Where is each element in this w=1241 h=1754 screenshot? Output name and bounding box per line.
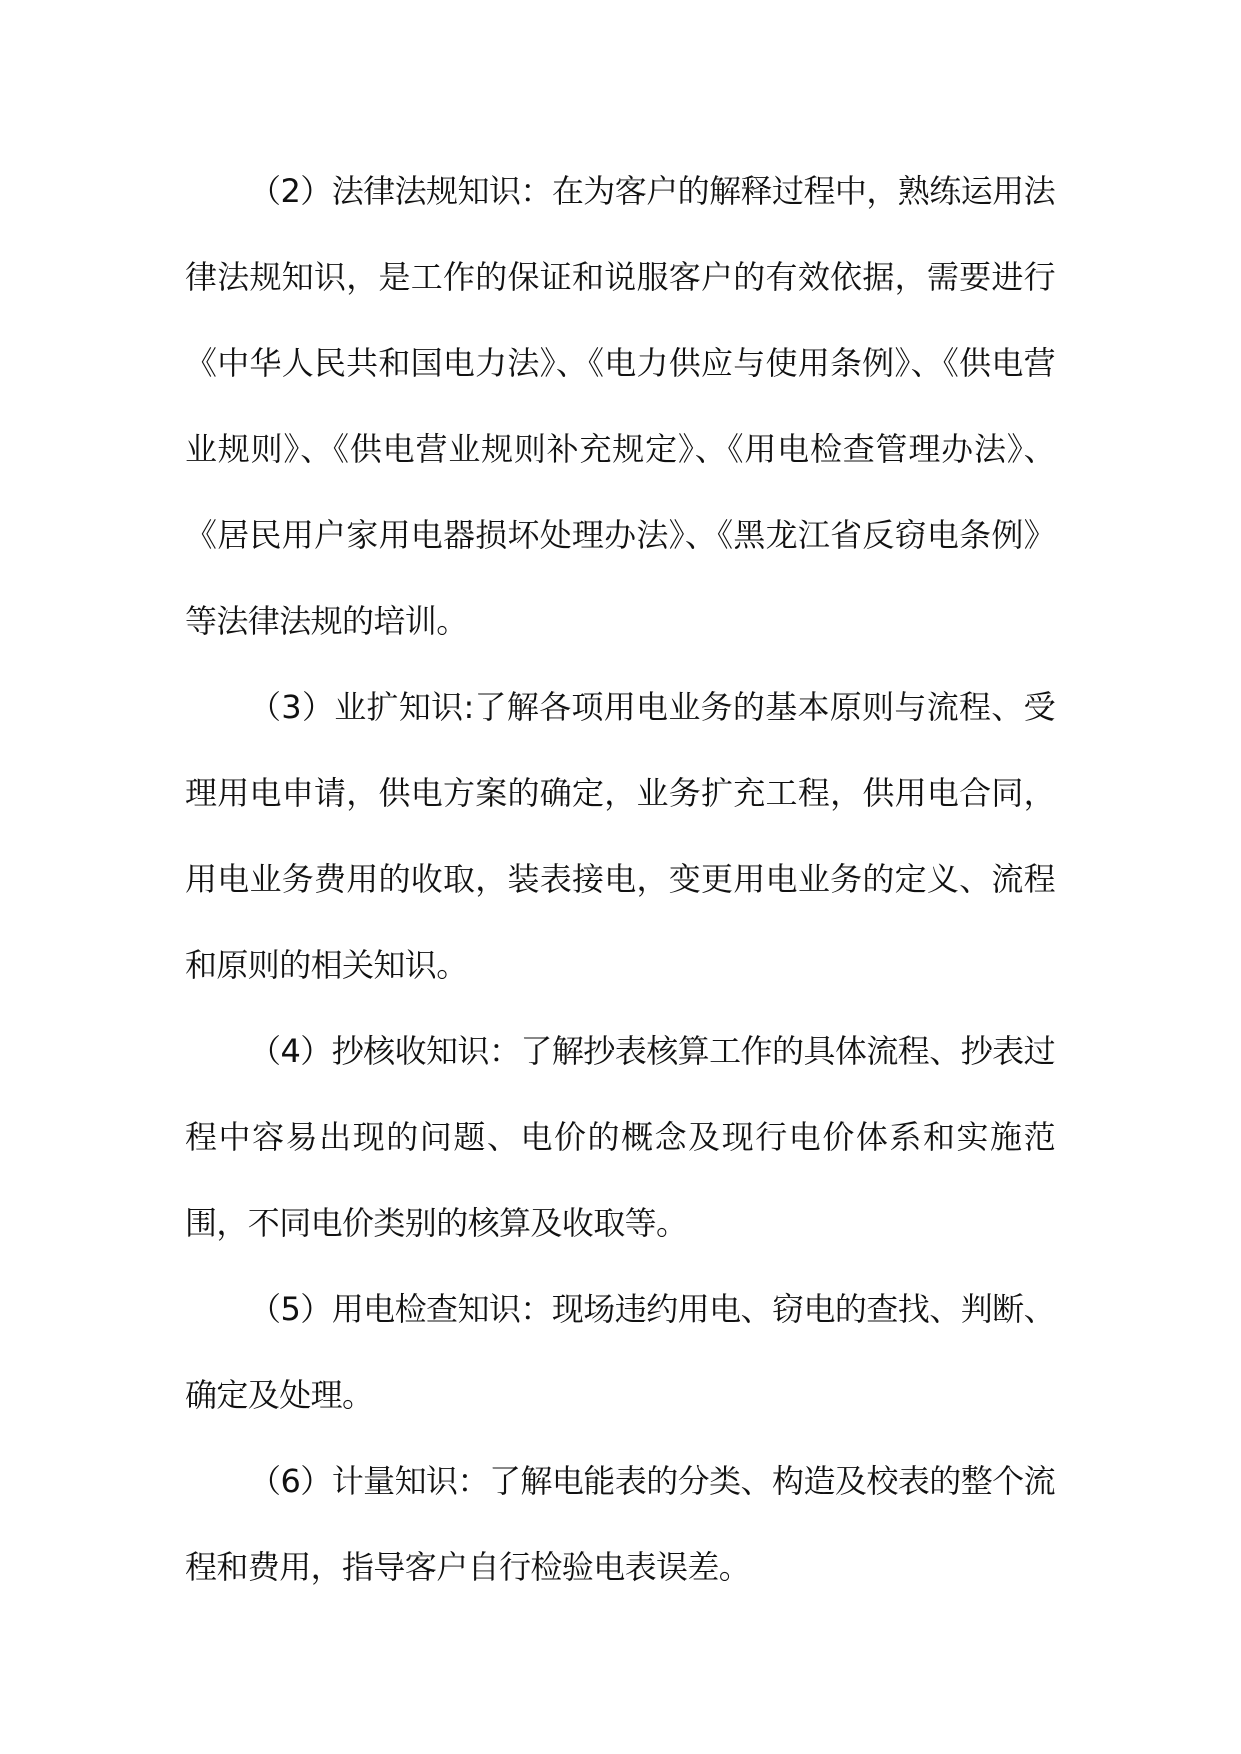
paragraph-meter-reading-billing: （4）抄核收知识：了解抄表核算工作的具体流程、抄表过程中容易出现的问题、电价的概念及现行电价体系和实施范围，不同电价类别的核算及收取等。 [185,1032,1055,1242]
paragraph-power-inspection: （5）用电检查知识：现场违约用电、窃电的查找、判断、确定及处理。 [185,1290,1055,1414]
document-body [185,148,1055,1610]
paragraph-metering-knowledge: （6）计量知识：了解电能表的分类、构造及校表的整个流程和费用，指导客户自行检验电表误差。 [185,1462,1055,1586]
paragraph-legal-knowledge: （2）法律法规知识：在为客户的解释过程中，熟练运用法律法规知识，是工作的保证和说服客户的有效依据，需要进行《中华人民共和国电力法》、《电力供应与使用条例》、《供电营业规则》、《供电营业规则补充规定》、《用电检查管理办法》、《居民用户家用电器损坏处理办法》、《黑龙江省反窃电条例》等法律法规的培训。 [185,172,1055,640]
paragraph-business-expansion: （3）业扩知识:了解各项用电业务的基本原则与流程、受理用电申请，供电方案的确定，业务扩充工程，供用电合同，用电业务费用的收取，装表接电，变更用电业务的定义、流程和原则的相关知识。 [185,688,1055,984]
